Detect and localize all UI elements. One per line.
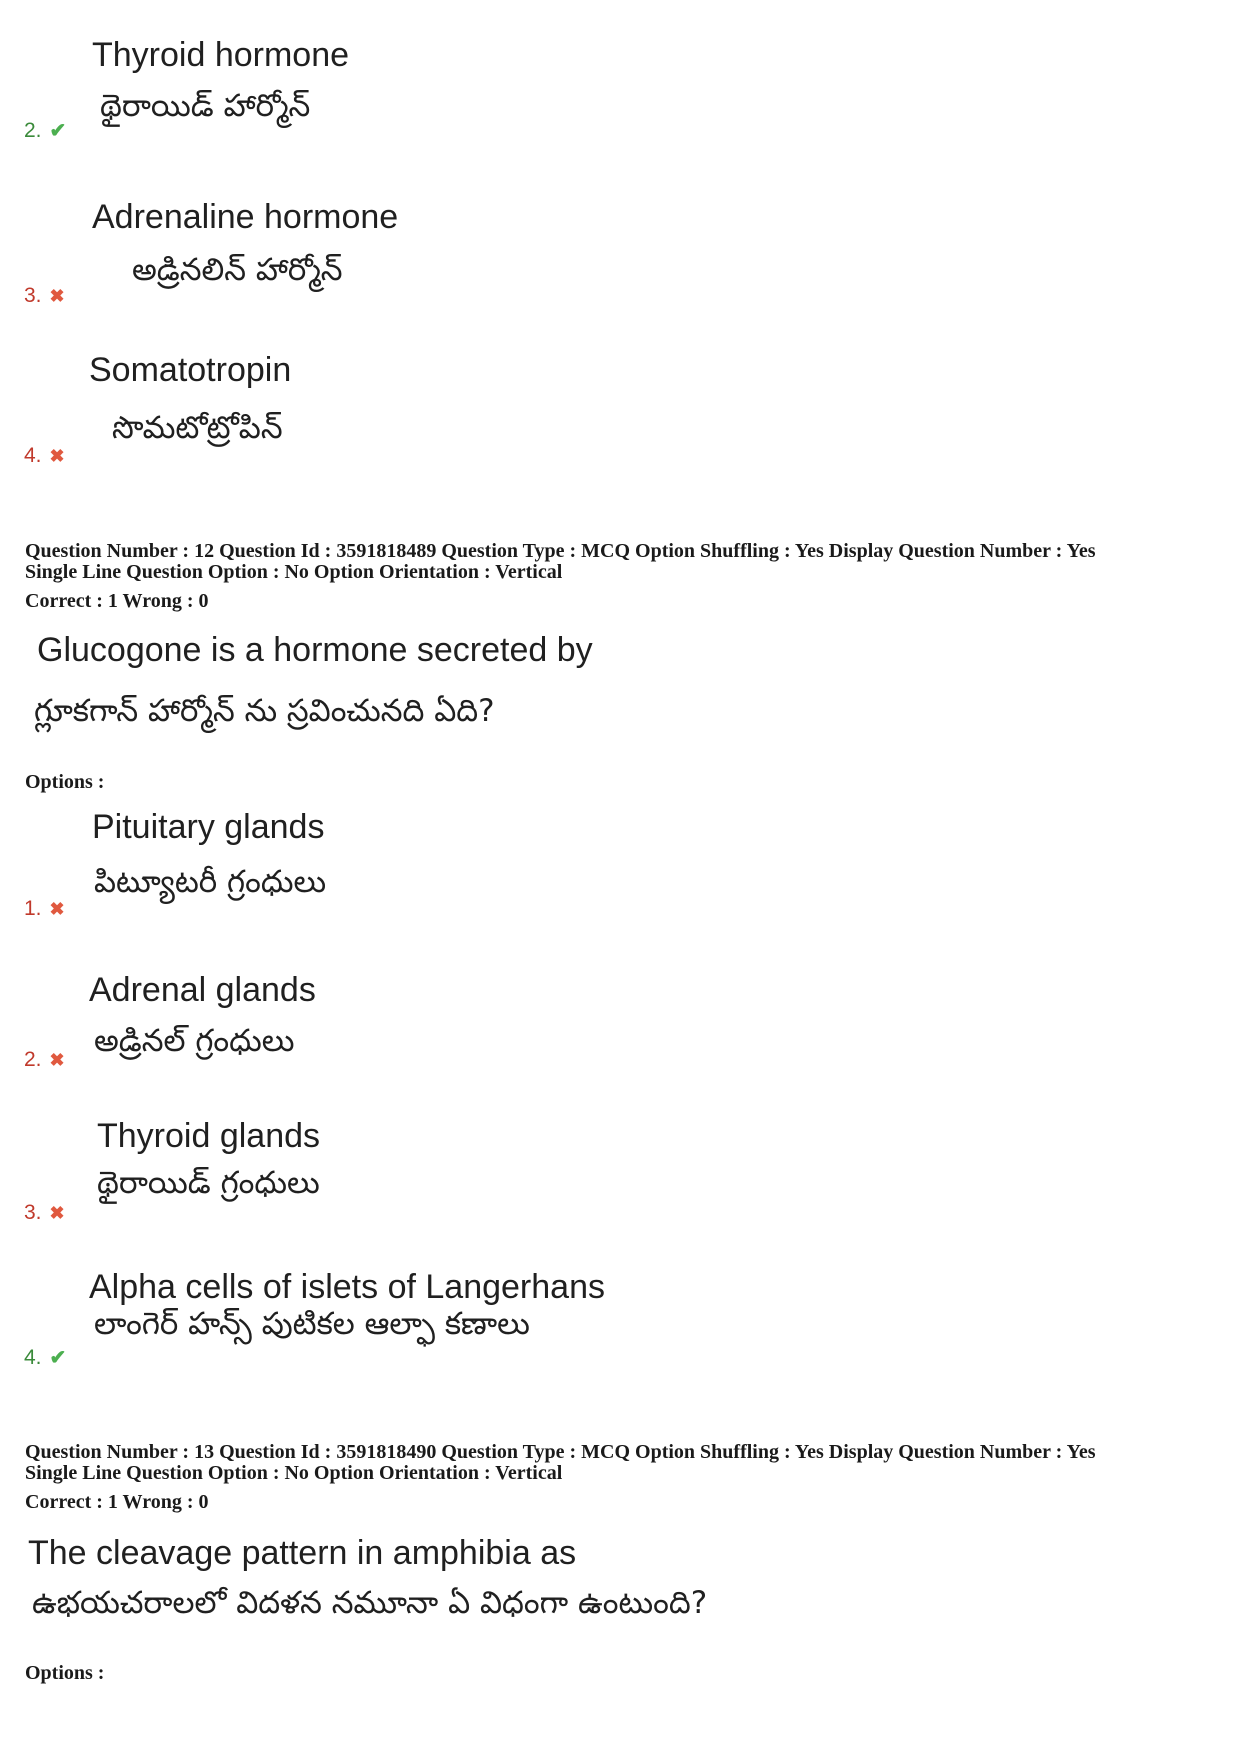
question-text-en: Glucogone is a hormone secreted by: [37, 631, 593, 669]
question-meta-line1: Question Number : 12 Question Id : 3591818489 Question Type : MCQ Option Shuffling : Yes Display Question Number : Yes: [25, 540, 1096, 562]
option-text-en: Adrenal glands: [89, 971, 316, 1009]
question-text-te: ఉభయచరాలలో విదళన నమూనా ఏ విధంగా ఉంటుంది?: [32, 1585, 708, 1621]
option-text-te: థైరాయిడ్ హార్మోన్: [100, 88, 311, 124]
option-text-en: Pituitary glands: [92, 808, 325, 846]
option-text-en: Thyroid hormone: [92, 36, 350, 74]
check-icon: ✔: [49, 120, 67, 142]
question-marks: Correct : 1 Wrong : 0: [25, 1491, 209, 1513]
option-number: 2. ✖: [24, 1048, 65, 1071]
check-icon: ✔: [49, 1347, 67, 1369]
option-number: 3. ✖: [24, 284, 65, 307]
cross-icon: ✖: [49, 446, 65, 466]
option-number: 4. ✖: [24, 444, 65, 467]
option-text-te: లాంగెర్ హన్స్ పుటికల ఆల్ఫా కణాలు: [94, 1306, 530, 1342]
cross-icon: ✖: [49, 286, 65, 306]
option-text-te: అడ్రినల్ గ్రంధులు: [94, 1023, 295, 1059]
option-text-en: Somatotropin: [89, 351, 292, 389]
option-number: 1. ✖: [24, 897, 65, 920]
cross-icon: ✖: [49, 899, 65, 919]
question-text-te: గ్లూకగాన్ హార్మోన్ ను స్రవించునది ఏది?: [34, 693, 495, 729]
question-meta-line2: Single Line Question Option : No Option Orientation : Vertical: [25, 1462, 563, 1484]
option-text-en: Adrenaline hormone: [92, 198, 399, 236]
option-number: 2. ✔: [24, 119, 67, 142]
cross-icon: ✖: [49, 1203, 65, 1223]
option-text-te: థైరాయిడ్ గ్రంధులు: [97, 1165, 320, 1201]
option-number: 3. ✖: [24, 1201, 65, 1224]
question-meta-line2: Single Line Question Option : No Option Orientation : Vertical: [25, 561, 563, 583]
option-text-te: సొమటోట్రోపిన్: [112, 410, 283, 446]
options-label: Options :: [25, 771, 105, 793]
option-text-en: Alpha cells of islets of Langerhans: [89, 1268, 605, 1306]
question-text-en: The cleavage pattern in amphibia as: [28, 1534, 577, 1572]
question-meta-line1: Question Number : 13 Question Id : 3591818490 Question Type : MCQ Option Shuffling : Yes Display Question Number : Yes: [25, 1441, 1096, 1463]
question-marks: Correct : 1 Wrong : 0: [25, 590, 209, 612]
cross-icon: ✖: [49, 1050, 65, 1070]
option-text-en: Thyroid glands: [97, 1117, 321, 1155]
option-text-te: పిట్యూటరీ గ్రంధులు: [94, 864, 327, 900]
option-text-te: అడ్రినలిన్ హార్మోన్: [132, 252, 343, 288]
option-number: 4. ✔: [24, 1346, 67, 1369]
options-label: Options :: [25, 1662, 105, 1684]
